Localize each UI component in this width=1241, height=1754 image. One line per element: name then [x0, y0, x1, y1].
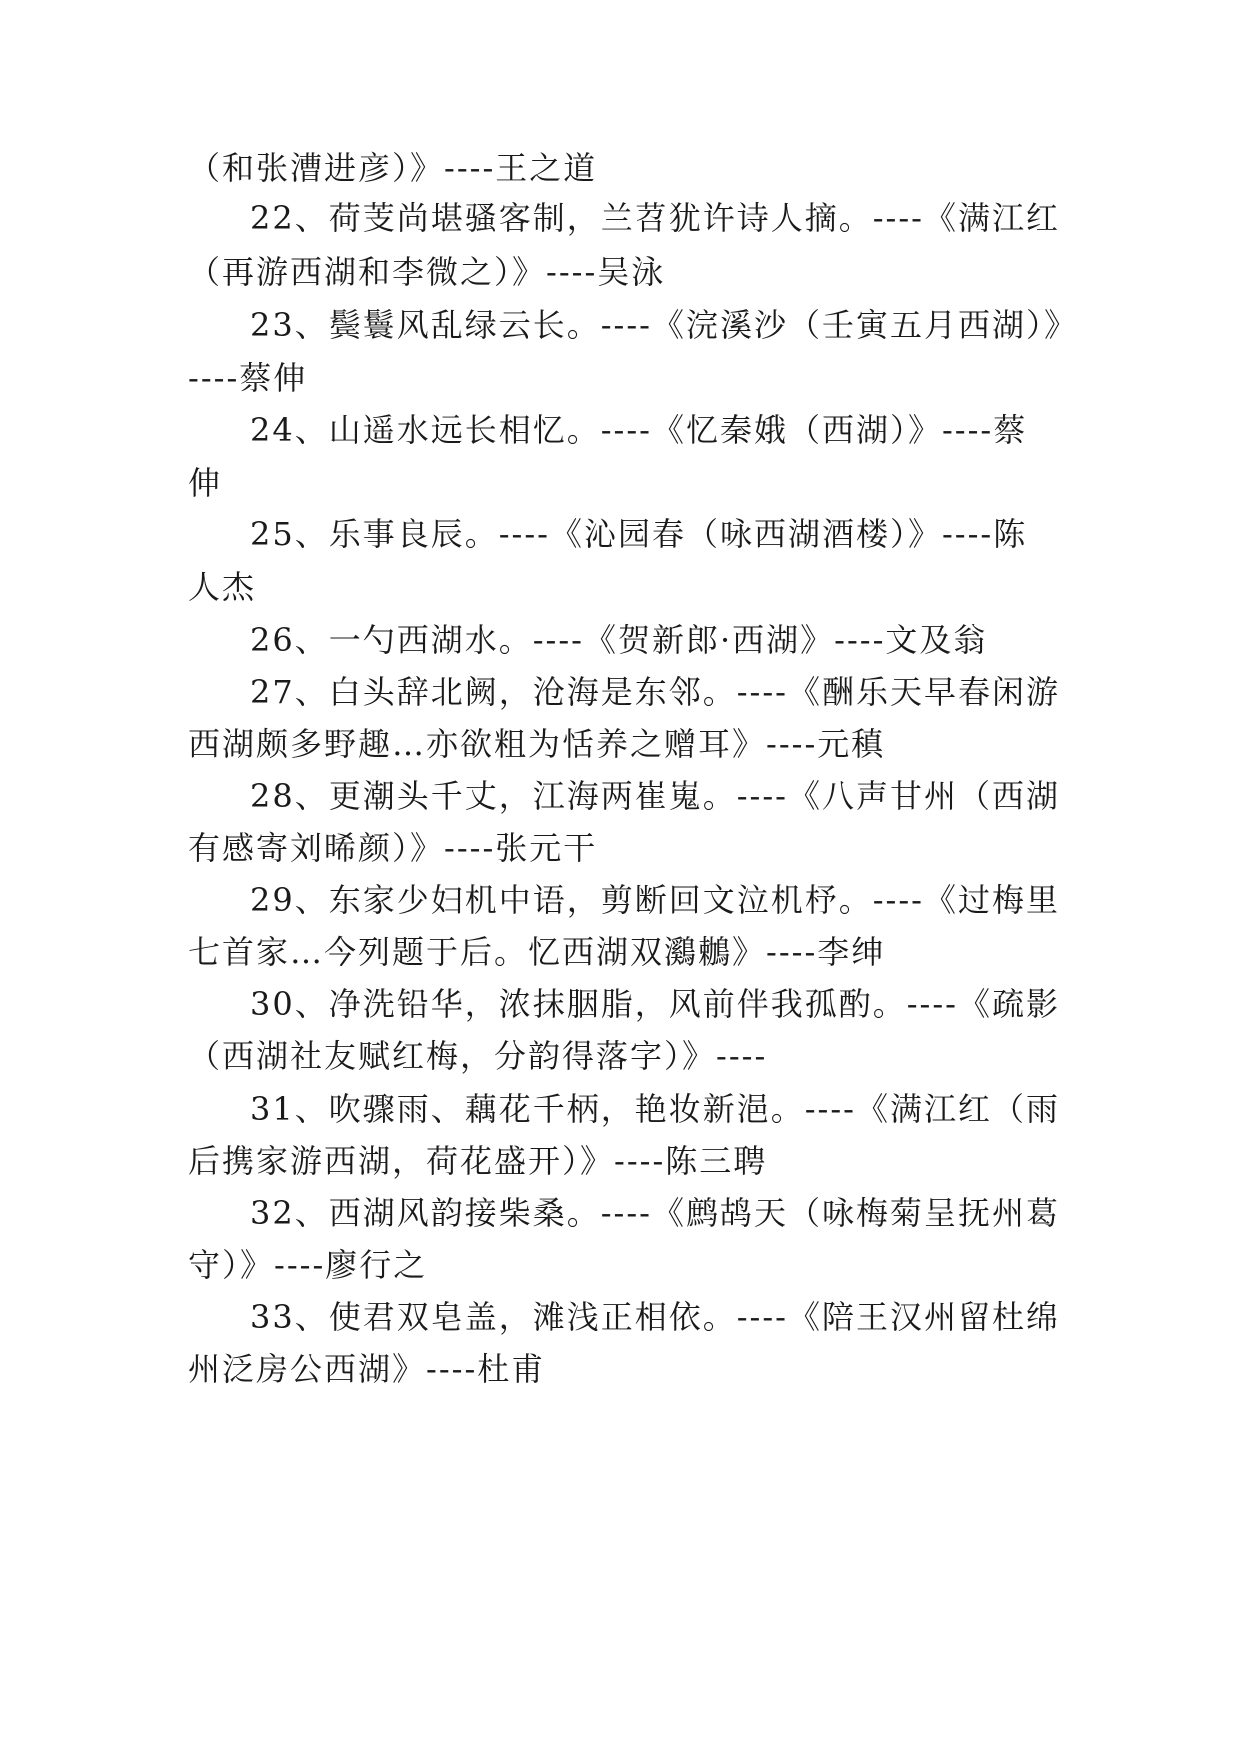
text-line: 29、东家少妇机中语，剪断回文泣机杼。----《过梅里	[250, 881, 1060, 919]
text-line: 26、一勺西湖水。----《贺新郎·西湖》----文及翁	[250, 621, 988, 659]
text-line: （和张漕进彦）》----王之道	[188, 149, 598, 187]
text-line: 西湖颇多野趣…亦欲粗为恬养之赠耳》----元稹	[188, 725, 886, 763]
text-line: 27、白头辞北阙，沧海是东邻。----《酬乐天早春闲游	[250, 673, 1060, 711]
text-line: （再游西湖和李微之）》----吴泳	[188, 253, 666, 291]
text-line: 后携家游西湖，荷花盛开）》----陈三聘	[188, 1142, 768, 1180]
text-line: 有感寄刘晞颜）》----张元干	[188, 829, 598, 867]
text-line: 24、山遥水远长相忆。----《忆秦娥（西湖）》----蔡	[250, 411, 1028, 449]
text-line: 23、鬓鬟风乱绿云长。----《浣溪沙（壬寅五月西湖）》	[250, 306, 1078, 344]
text-line: 人杰	[188, 568, 257, 606]
text-line: 州泛房公西湖》----杜甫	[188, 1350, 546, 1388]
text-line: 守）》----廖行之	[188, 1246, 428, 1284]
text-line: 32、西湖风韵接柴桑。----《鹧鸪天（咏梅菊呈抚州葛	[250, 1194, 1060, 1232]
text-line: 伸	[188, 464, 223, 502]
text-line: 七首家…今列题于后。忆西湖双鸂鶒》----李绅	[188, 933, 886, 971]
text-line: 33、使君双皂盖，滩浅正相依。----《陪王汉州留杜绵	[250, 1298, 1060, 1336]
text-line: 31、吹骤雨、藕花千柄，艳妆新浥。----《满江红（雨	[250, 1090, 1060, 1128]
text-line: 25、乐事良辰。----《沁园春（咏西湖酒楼）》----陈	[250, 515, 1028, 553]
text-line: 30、净洗铅华，浓抹胭脂，风前伴我孤酌。----《疏影	[250, 985, 1060, 1023]
text-line: 28、更潮头千丈，江海两崔嵬。----《八声甘州（西湖	[250, 777, 1060, 815]
text-line: 22、荷芰尚堪骚客制，兰苕犹许诗人摘。----《满江红	[250, 199, 1060, 237]
text-line: ----蔡伸	[188, 359, 308, 397]
text-line: （西湖社友赋红梅，分韵得落字）》----	[188, 1037, 768, 1075]
